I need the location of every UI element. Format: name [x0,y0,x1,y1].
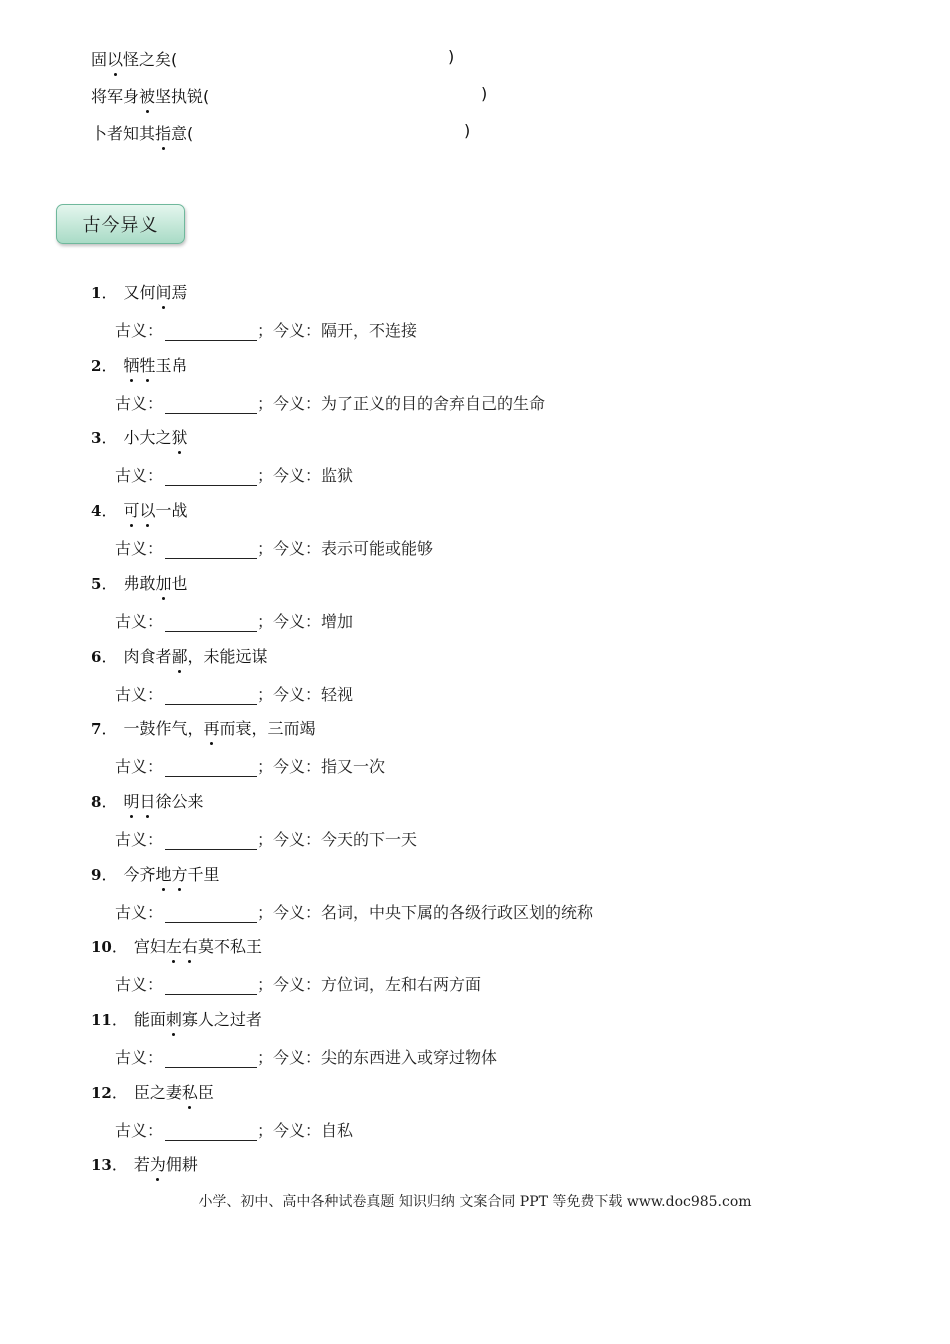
emphasized-char: 左 [166,934,182,957]
footer: 小学、初中、高中各种试卷真题 知识归纳 文案合同 PPT 等免费下载 www.doc985.com [198,1194,752,1210]
answer-line [115,682,353,705]
jin-yi-label: ；今义： [257,611,322,631]
line-text: 意( [171,124,194,143]
line-text: 固 [91,50,108,69]
question-number: 5 [91,574,102,593]
emphasized-char: 右 [182,934,198,957]
emphasized-char: 牺 [123,353,139,376]
gu-yi-label: 古义： [115,321,164,340]
number-separator: ． [101,501,118,521]
emphasized-char: 指 [155,121,171,144]
answer-line [115,391,545,414]
question-text: 宫妇 [133,937,166,957]
gu-yi-label: 古义： [115,829,164,849]
question-number: 8 [91,792,102,811]
jin-yi-label: ；今义： [257,321,322,340]
answer-blank[interactable] [165,544,257,559]
number-separator: ． [111,1010,128,1029]
jin-yi-text: 指又一次 [321,757,386,777]
answer-blank[interactable] [165,835,257,850]
question-number: 13 [91,1156,112,1175]
jin-yi-label: ；今义： [257,684,322,704]
line-text: 怪之矣( [123,50,178,69]
gu-yi-label: 古义： [115,1048,164,1067]
question-text: 若 [133,1155,150,1175]
question-number: 1 [91,284,102,302]
question-number: 10 [91,938,112,957]
number-separator: ． [111,1155,128,1175]
gu-yi-label: 古义： [115,902,164,922]
answer-paren-close[interactable]: ) [464,121,471,140]
question-number: 4 [91,502,102,521]
number-separator: ． [101,355,118,375]
answer-line [115,827,417,850]
answer-line [115,1118,353,1141]
emphasized-char: 牲 [139,353,155,376]
gu-yi-label: 古义： [115,393,164,413]
gu-yi-label: 古义： [115,611,164,631]
number-separator: ． [101,283,118,302]
question-number: 2 [91,356,102,375]
question-text: 肉食者 [123,646,172,666]
number-separator: ． [101,719,118,739]
question-item [91,644,268,667]
jin-yi-label: ；今义： [257,829,322,849]
answer-blank[interactable] [165,980,257,995]
jin-yi-text: 方位词，左和右两方面 [321,975,482,995]
emphasized-char: 狱 [171,425,187,448]
question-item [91,425,187,448]
question-item [91,862,220,885]
answer-line [115,609,353,632]
jin-yi-text: 自私 [321,1120,354,1140]
question-text: 一鼓作气， [123,719,204,739]
gu-yi-label: 古义： [115,539,164,559]
question-number: 9 [91,865,102,884]
question-item [91,934,262,957]
question-item [91,571,188,594]
question-number: 7 [91,720,102,739]
fill-in-line [91,47,455,70]
question-text: 能面 [133,1010,166,1029]
gu-yi-label: 古义： [115,466,164,486]
answer-blank[interactable] [165,908,257,923]
jin-yi-label: ；今义： [257,902,322,922]
answer-blank[interactable] [165,471,257,486]
jin-yi-text: 尖的东西进入或穿过物体 [321,1048,498,1067]
emphasized-char: 以 [139,498,155,521]
section-badge [56,204,185,244]
gu-yi-label: 古义： [115,757,164,777]
emphasized-char: 可 [123,498,139,521]
answer-line [115,754,385,777]
jin-yi-text: 增加 [321,611,354,631]
gu-yi-label: 古义： [115,1120,164,1140]
question-item [91,1007,262,1030]
answer-blank[interactable] [165,1053,257,1068]
jin-yi-label: ；今义： [257,757,322,777]
section-title: 古今异义 [82,215,159,236]
number-separator: ． [101,791,118,811]
answer-paren-close[interactable]: ) [448,47,455,66]
number-separator: ． [111,937,128,957]
jin-yi-label: ；今义： [257,393,322,413]
number-separator: ． [101,646,118,666]
question-text: 又何 [123,283,156,302]
question-item [91,1080,214,1103]
emphasized-char: 日 [139,789,155,812]
emphasized-char: 鄙 [171,644,187,667]
question-text: 而衰，三而竭 [219,719,316,739]
question-number: 3 [91,429,102,448]
gu-yi-label: 古义： [115,975,164,995]
question-number: 11 [91,1011,112,1029]
jin-yi-text: 名词，中央下属的各级行政区划的统称 [321,902,594,922]
jin-yi-label: ；今义： [257,975,322,995]
line-text: 将军身 [91,87,140,106]
question-text: 寡人之过者 [181,1010,262,1029]
answer-line [115,900,593,923]
emphasized-char: 刺 [166,1007,182,1030]
number-separator: ． [101,864,118,884]
line-text: 卜者知其 [91,124,156,143]
question-item [91,716,316,739]
answer-blank[interactable] [165,1126,257,1141]
jin-yi-label: ；今义： [257,1048,322,1067]
emphasized-char: 以 [107,47,123,70]
jin-yi-text: 今天的下一天 [321,829,418,849]
answer-blank[interactable] [165,762,257,777]
question-text: 千里 [187,864,220,884]
gu-yi-label: 古义： [115,684,164,704]
emphasized-char: 为 [150,1152,166,1175]
fill-in-line [91,121,471,144]
answer-line [115,318,417,341]
answer-paren-close[interactable]: ) [481,84,488,103]
answer-blank[interactable] [165,690,257,705]
question-text: 徐公来 [155,791,204,811]
question-text: 也 [171,573,188,593]
emphasized-char: 被 [139,84,155,107]
emphasized-char: 方 [171,862,187,885]
answer-blank[interactable] [165,617,257,632]
question-text: 玉帛 [155,355,188,375]
question-item [91,1152,198,1175]
emphasized-char: 私 [182,1080,198,1103]
question-text: 一战 [155,501,188,521]
answer-line [115,1045,497,1068]
question-text: 佣耕 [165,1155,198,1175]
question-text: 小大之 [123,428,172,448]
question-item [91,280,188,303]
question-text: 臣之妻 [133,1082,182,1102]
answer-blank[interactable] [165,326,257,341]
emphasized-char: 间 [155,280,171,303]
emphasized-char: 明 [123,789,139,812]
question-text: 焉 [171,283,188,302]
jin-yi-label: ；今义： [257,466,322,486]
number-separator: ． [101,573,118,593]
emphasized-char: 地 [155,862,171,885]
question-text: 弗敢 [123,573,156,593]
jin-yi-text: 监狱 [321,466,354,486]
jin-yi-text: 表示可能或能够 [321,539,434,559]
emphasized-char: 再 [203,716,219,739]
question-item [91,498,188,521]
jin-yi-text: 轻视 [321,684,354,704]
number-separator: ． [101,428,118,448]
answer-line [115,463,353,486]
question-number: 12 [91,1083,112,1102]
answer-line [115,536,433,559]
question-item [91,353,188,376]
answer-blank[interactable] [165,399,257,414]
question-text: 莫不私王 [197,937,262,957]
jin-yi-text: 隔开，不连接 [321,321,418,340]
emphasized-char: 加 [155,571,171,594]
fill-in-line [91,84,488,107]
answer-line [115,972,481,995]
line-text: 坚执锐( [155,87,210,106]
question-text: 臣 [197,1082,214,1102]
number-separator: ． [111,1082,128,1102]
question-item [91,789,204,812]
question-text: ，未能远谋 [187,646,268,666]
jin-yi-label: ；今义： [257,1120,322,1140]
jin-yi-text: 为了正义的目的舍弃自己的生命 [321,393,546,413]
question-number: 6 [91,647,102,666]
question-text: 今齐 [123,864,156,884]
jin-yi-label: ；今义： [257,539,322,559]
